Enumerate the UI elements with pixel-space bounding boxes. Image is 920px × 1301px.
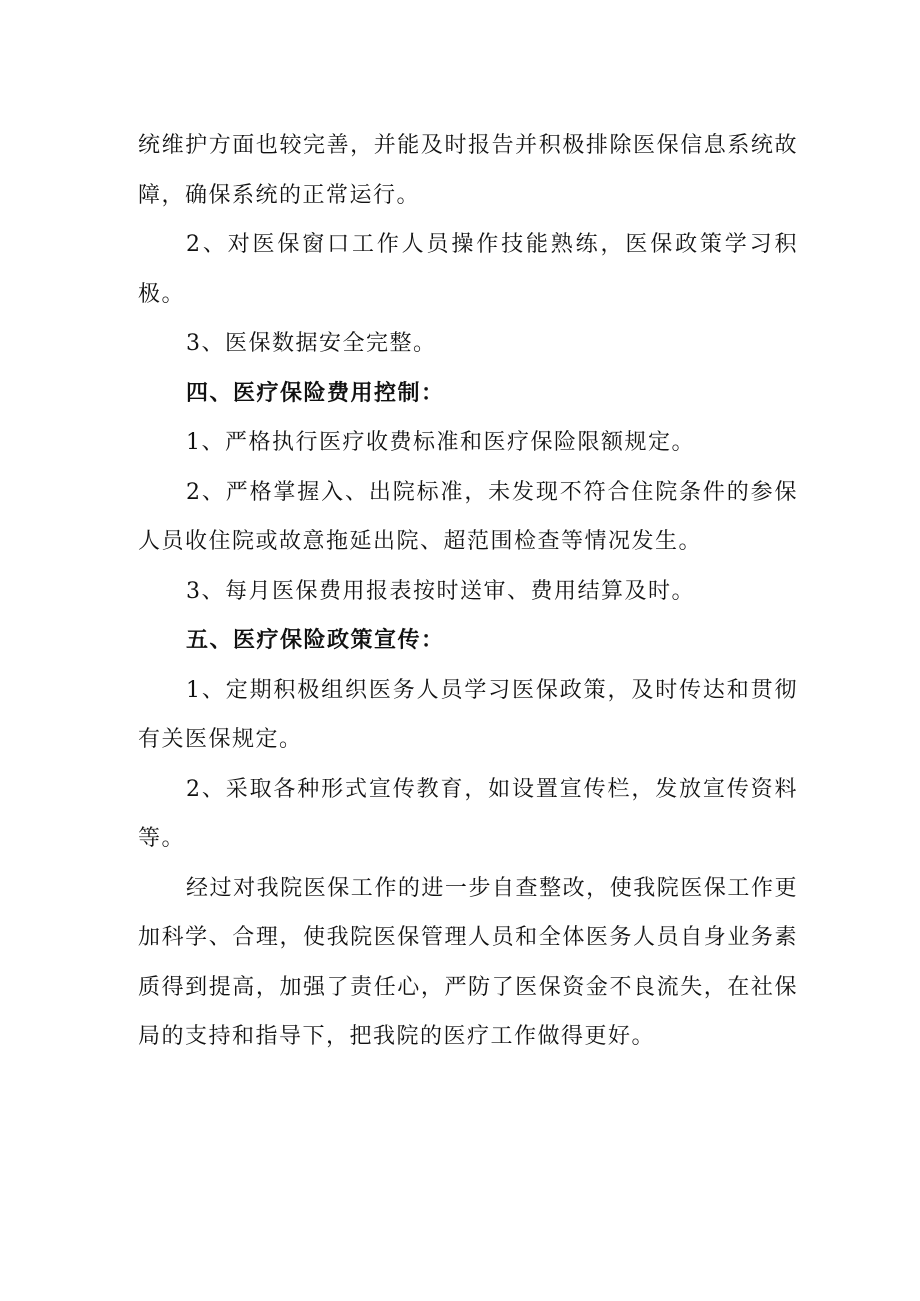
paragraph-item-2-promotion-forms: 2、采取各种形式宣传教育，如设置宣传栏，发放宣传资料等。 [138,776,798,851]
paragraph-conclusion: 经过对我院医保工作的进一步自查整改，使我院医保工作更加科学、合理，使我院医保管理人员和全体医务人员自身业务素质得到提高，加强了责任心，严防了医保资金不良流失，在社保局的支持和指导下，把我院的医疗工作做得更好。 [138,875,798,1049]
paragraph-item-1-staff-training: 1、定期积极组织医务人员学习医保政策，及时传达和贯彻有关医保规定。 [138,677,798,752]
paragraph-continuation: 统维护方面也较完善，并能及时报告并积极排除医保信息系统故障，确保系统的正常运行。 [138,133,798,208]
paragraph-item-3-monthly-reports: 3、每月医保费用报表按时送审、费用结算及时。 [186,578,695,604]
paragraph-item-2-admission-standards: 2、严格掌握入、出院标准，未发现不符合住院条件的参保人员收住院或故意拖延出院、超范围检查等情况发生。 [138,479,798,554]
section-heading-policy-promotion: 五、医疗保险政策宣传： [186,628,445,653]
paragraph-item-2-operation-skills: 2、对医保窗口工作人员操作技能熟练，医保政策学习积极。 [138,232,798,307]
paragraph-item-3-data-security: 3、医保数据安全完整。 [186,331,437,356]
paragraph-item-1-fee-standards: 1、严格执行医疗收费标准和医疗保险限额规定。 [186,430,695,455]
document-body [138,121,798,1062]
section-heading-cost-control: 四、医疗保险费用控制： [186,380,445,406]
